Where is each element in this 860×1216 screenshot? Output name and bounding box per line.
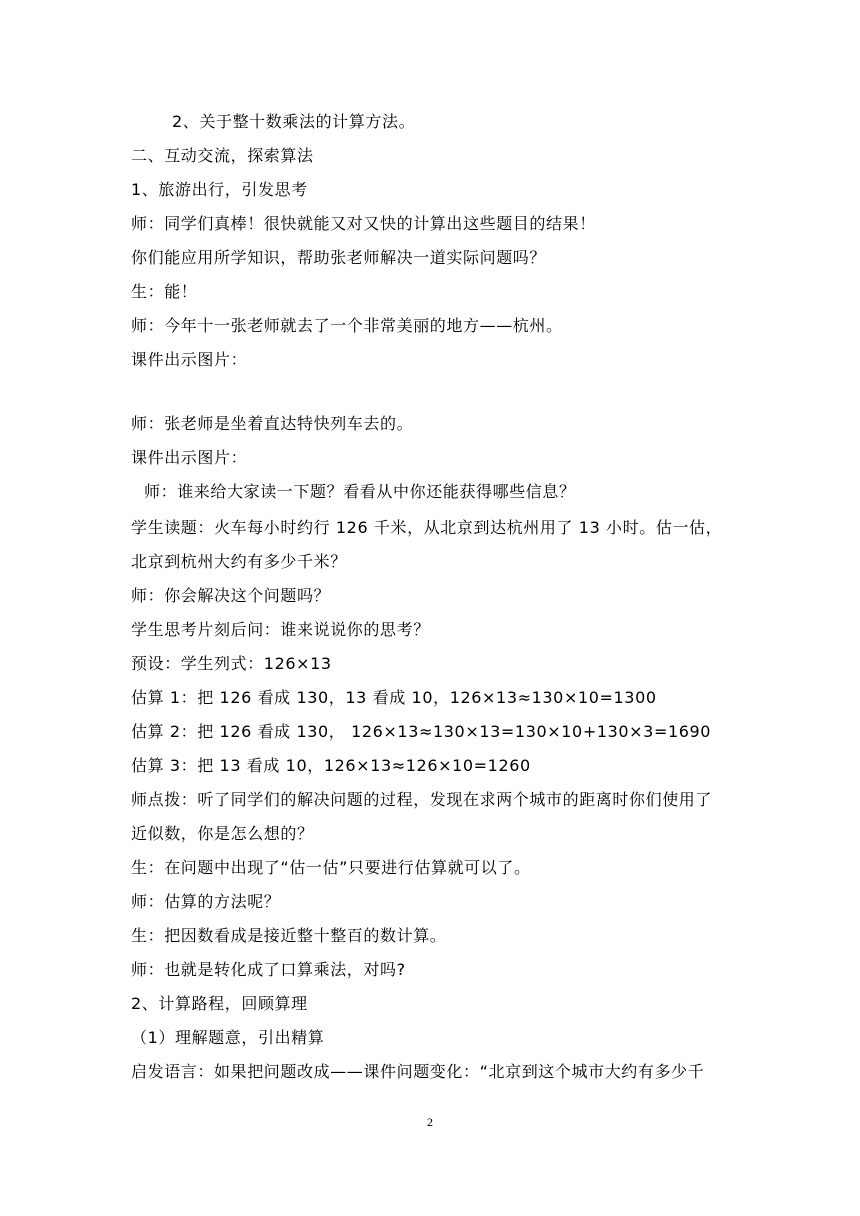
text-line-21: 近似数，你是怎么想的？ bbox=[131, 824, 314, 843]
text-line-5: 你们能应用所学知识，帮助张老师解决一道实际问题吗？ bbox=[131, 248, 547, 267]
estimate-line-1: 估算 1：把 126 看成 130，13 看成 10，126×13≈130×10=1300 bbox=[131, 688, 657, 707]
text-line-14: 师：你会解决这个问题吗？ bbox=[131, 586, 331, 605]
text-line-11: 师：谁来给大家读一下题？看看从中你还能获得哪些信息？ bbox=[144, 482, 576, 501]
estimate-line-3: 估算 3：把 13 看成 10，126×13≈126×10=1260 bbox=[131, 756, 531, 775]
text-line-20: 师点拨：听了同学们的解决问题的过程，发现在求两个城市的距离时你们使用了 bbox=[131, 790, 713, 809]
text-line-7: 师：今年十一张老师就去了一个非常美丽的地方——杭州。 bbox=[131, 316, 563, 335]
section-heading-2: 二、互动交流，探索算法 bbox=[131, 146, 314, 165]
text-line-4: 师：同学们真棒！很快就能又对又快的计算出这些题目的结果！ bbox=[131, 214, 596, 233]
text-line-24: 生：把因数看成是接近整十整百的数计算。 bbox=[131, 926, 447, 945]
text-line-8: 课件出示图片： bbox=[131, 350, 248, 369]
text-line-9: 师：张老师是坐着直达特快列车去的。 bbox=[131, 414, 414, 433]
text-line-27: （1）理解题意，引出精算 bbox=[131, 1028, 325, 1047]
page-number: 2 bbox=[427, 1115, 433, 1129]
text-line-16: 预设：学生列式：126×13 bbox=[131, 654, 332, 673]
text-line-1: 2、关于整十数乘法的计算方法。 bbox=[172, 112, 416, 131]
text-line-15: 学生思考片刻后问：谁来说说你的思考？ bbox=[131, 620, 430, 639]
text-line-10: 课件出示图片： bbox=[131, 448, 248, 467]
estimate-line-2: 估算 2：把 126 看成 130， 126×13≈130×13=130×10+130×3=1690 bbox=[131, 722, 712, 741]
subsection-heading-2: 2、计算路程，回顾算理 bbox=[131, 994, 308, 1013]
text-line-25: 师：也就是转化成了口算乘法，对吗? bbox=[131, 960, 406, 979]
text-line-22: 生：在问题中出现了“估一估”只要进行估算就可以了。 bbox=[131, 858, 531, 877]
text-line-13: 北京到杭州大约有多少千米？ bbox=[131, 552, 347, 571]
text-line-6: 生：能！ bbox=[131, 282, 198, 301]
text-line-23: 师：估算的方法呢？ bbox=[131, 892, 281, 911]
text-line-28: 启发语言：如果把问题改成——课件问题变化：“北京到这个城市大约有多少千 bbox=[131, 1062, 705, 1081]
subsection-heading-1: 1、旅游出行，引发思考 bbox=[131, 180, 308, 199]
text-line-12: 学生读题：火车每小时约行 126 千米，从北京到达杭州用了 13 小时。估一估， bbox=[131, 518, 723, 537]
